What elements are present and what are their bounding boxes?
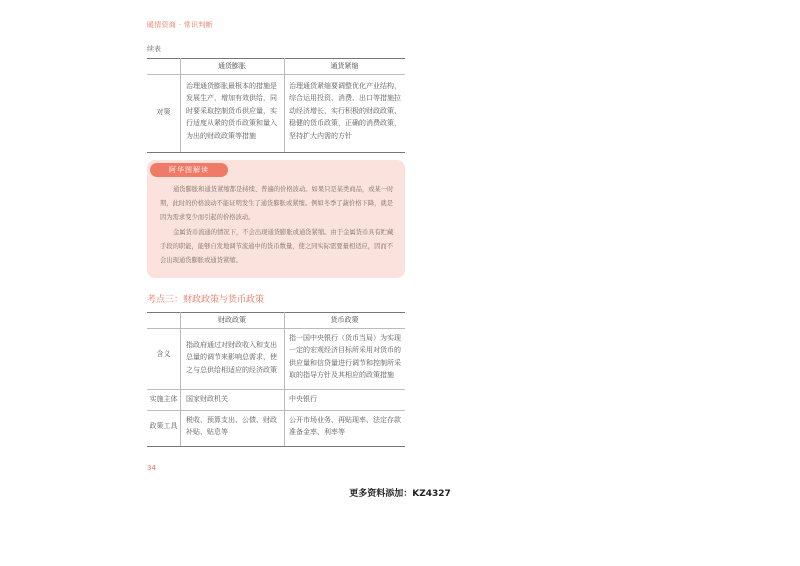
table1-row-label: 对策 <box>156 108 171 116</box>
table2-row-label-meaning: 含义 <box>156 350 171 358</box>
table2-cell-monetary-meaning: 指一国中央银行（货币当局）为实现一定的宏观经济目标所采用对货币的供应量和信贷量进行调节和控制所采取的指导方针及其相应的政策措施 <box>289 334 401 380</box>
table2-cell-fiscal-meaning: 指政府通过对财政收入和支出总量的调节来影响总需求，使之与总供给相适应的经济政策 <box>186 341 277 374</box>
table2-col-header-monetary: 货币政策 <box>330 316 359 324</box>
table2-cell-monetary-tools: 公开市场业务、再贴现率、法定存款准备金率、利率等 <box>289 416 401 437</box>
callout-paragraph-1: 通货膨胀和通货紧缩都是持续、普遍的价格波动。如果只是某类商品，或某一时期，此时的价格波动不能证明发生了通货膨胀或紧缩。例如冬季了蔬价格下降，就是因为需求变少而引起的价格波动。 <box>160 186 394 221</box>
callout-badge: 阿华图解读 <box>150 163 228 177</box>
table2-cell-monetary-subject: 中央银行 <box>289 395 317 403</box>
continued-label: 续表 <box>147 45 161 53</box>
table1-cell-inflation: 治理通货膨胀最根本的措施是发展生产，增加有效供给，同时要采取控制货币供应量，实行适度从紧的货币政策和量入为出的财政政策等措施 <box>186 82 277 140</box>
table2-row-label-tools: 政策工具 <box>149 422 178 430</box>
callout-paragraph-2: 金属货币流通的情况下，不会出现通货膨胀或通货紧缩。由于金属货币具有贮藏手段的职能，能够自发地调节流通中的货币数量，使之同实际需要量相适应，因而不会出现通货膨胀或通货紧缩。 <box>160 229 394 264</box>
table1-bottom-rule <box>147 152 405 153</box>
table2-bottom-rule <box>147 446 405 447</box>
table2-header-rule <box>147 328 405 329</box>
table1-cell-deflation: 治理通货紧缩要调整优化产业结构，综合运用投资、消费、出口等措施拉动经济增长，实行积极的财政政策、稳健的货币政策，正确的消费政策，坚持扩大内需的方针 <box>289 82 401 140</box>
table2-top-rule <box>147 312 405 313</box>
table2-cell-fiscal-subject: 国家财政机关 <box>186 395 228 403</box>
table2-col-header-fiscal: 财政政策 <box>218 316 246 324</box>
page-number: 34 <box>147 464 156 472</box>
table1-header-rule <box>147 74 405 75</box>
table1-top-rule <box>147 58 405 59</box>
running-header: 暖情资商 · 常识判断 <box>147 21 213 29</box>
table1-col-header-deflation: 通货紧缩 <box>330 62 359 70</box>
section-title: 考点三：财政政策与货币政策 <box>147 295 265 305</box>
table1-col-header-inflation: 通货膨胀 <box>218 62 246 70</box>
table2-cell-fiscal-tools: 税收、预算支出、公债、财政补贴、贴息等 <box>186 416 277 437</box>
table2-row-label-subject: 实施主体 <box>149 395 178 403</box>
footer-note: 更多资料添加：KZ4327 <box>349 489 451 499</box>
